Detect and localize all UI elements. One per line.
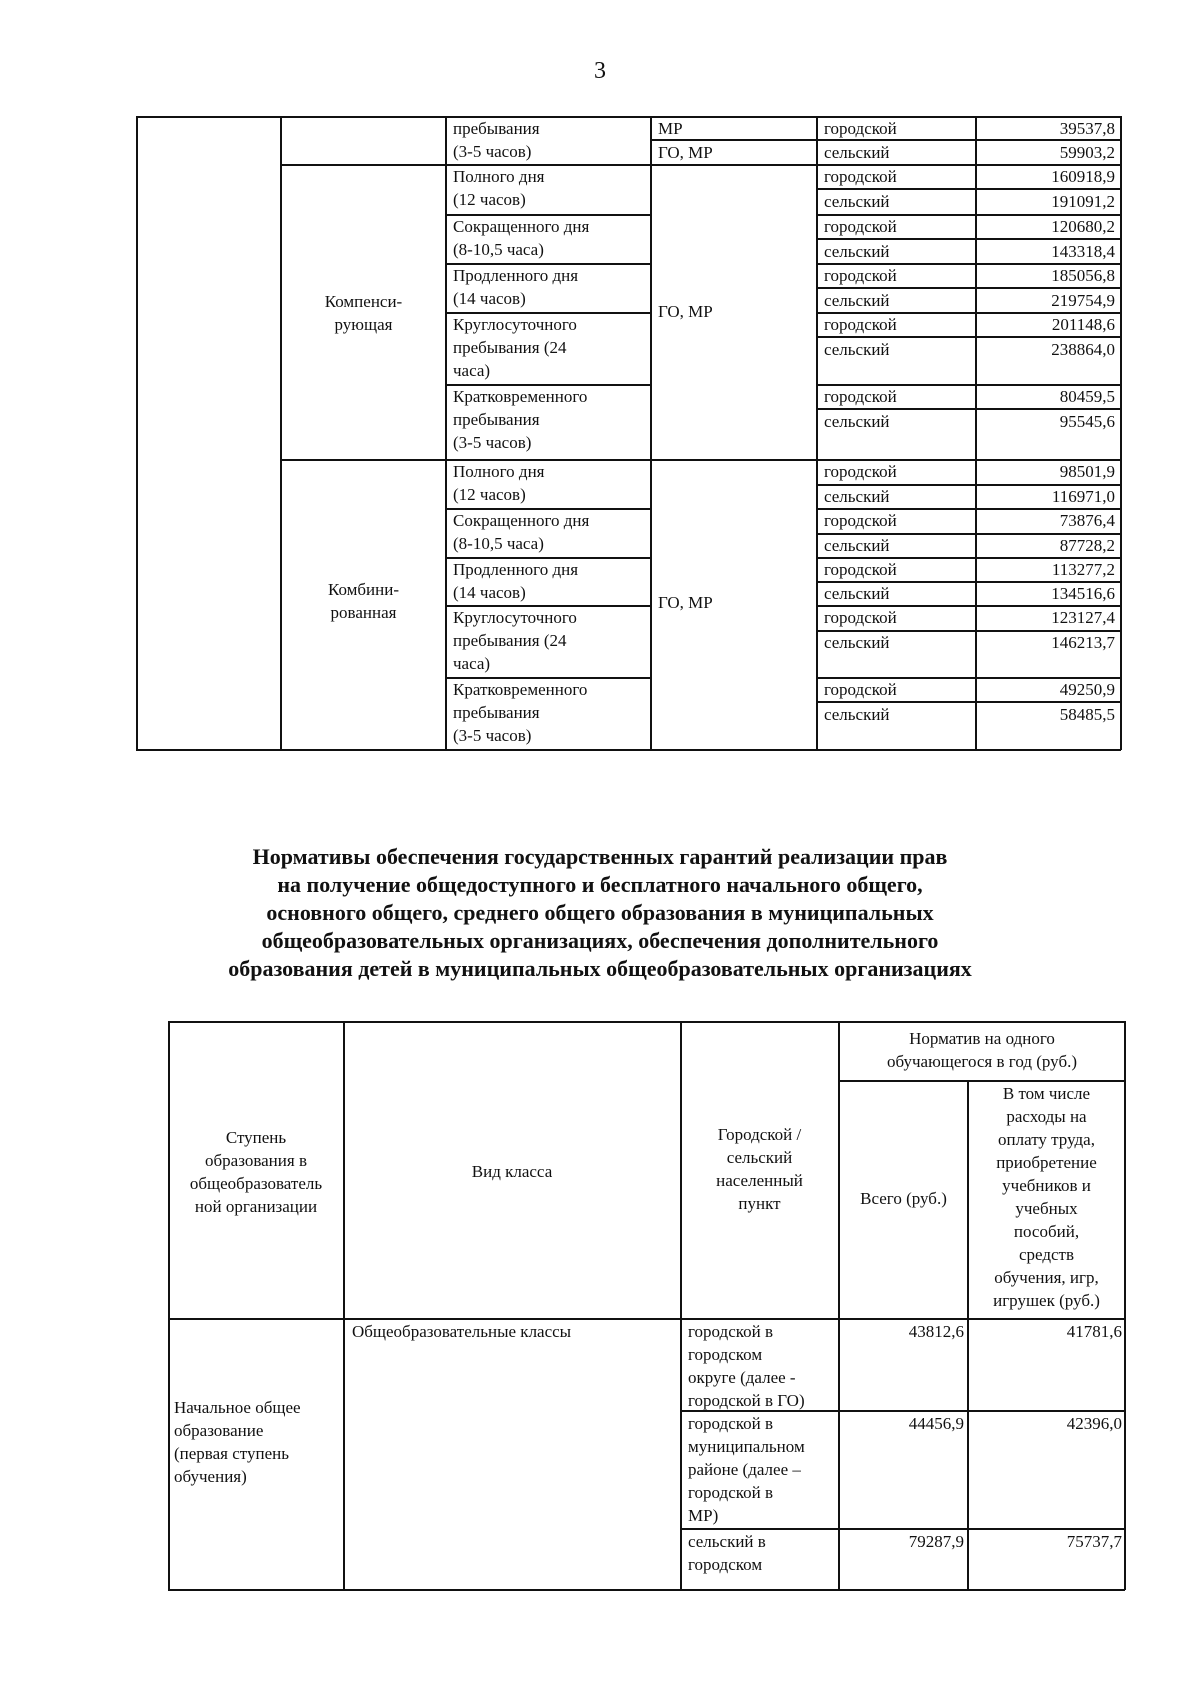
t2-header-line: общеобразователь	[189, 1174, 323, 1193]
t1-area: городской	[824, 462, 897, 481]
t1-value: 59903,2	[1059, 143, 1115, 162]
t1-area: городской	[824, 167, 897, 186]
t1-mode-line: Полного дня	[453, 167, 545, 186]
t1-mode-line: (12 часов)	[453, 190, 526, 209]
t2-level-line: (первая ступень	[174, 1444, 289, 1463]
t2-settlement-line: городской в ГО)	[688, 1391, 805, 1410]
t2-header-line: В том числе	[1002, 1084, 1091, 1103]
t2-header-line: пункт	[738, 1194, 781, 1213]
t1-value: 146213,7	[1051, 633, 1115, 652]
t1-area: сельский	[824, 291, 890, 310]
t2-header-level	[170, 1126, 342, 1218]
t1-value: 80459,5	[1059, 387, 1115, 406]
t1-value: 238864,0	[1051, 340, 1115, 359]
t2-settlement-line: муниципальном	[688, 1437, 805, 1456]
section-title-line: на получение общедоступного и бесплатного начального общего,	[277, 872, 923, 897]
t2-settlement	[688, 1412, 838, 1527]
t2-border	[168, 1021, 1125, 1023]
t2-total: 44456,9	[908, 1414, 964, 1433]
t2-header-line: средств	[1018, 1245, 1075, 1264]
t1-area: сельский	[824, 633, 890, 652]
t1-value: 87728,2	[1059, 536, 1115, 555]
t1-mode-line: (3-5 часов)	[453, 433, 532, 452]
t1-value: 160918,9	[1051, 167, 1115, 186]
t2-header-line: приобретение	[996, 1153, 1097, 1172]
t2-settlement-line: районе (далее –	[688, 1460, 801, 1479]
t1-area: сельский	[824, 705, 890, 724]
t2-settlement-line: округе (далее -	[688, 1368, 796, 1387]
t1-mode-line: пребывания	[453, 703, 540, 722]
t2-header-class-type: Вид класса	[471, 1162, 553, 1181]
t2-settlement	[688, 1320, 838, 1412]
t1-mode-line: Продленного дня	[453, 560, 579, 579]
t1-territory: ГО, МР	[658, 143, 713, 162]
t2-header-line: образования в	[205, 1151, 307, 1170]
t2-header-line: обучения, игр,	[994, 1268, 1099, 1287]
t1-area: городской	[824, 680, 897, 699]
t2-header-line: пособий,	[1013, 1222, 1080, 1241]
t1-value: 123127,4	[1051, 608, 1115, 627]
t1-value: 95545,6	[1059, 412, 1115, 431]
t2-including: 42396,0	[1066, 1414, 1122, 1433]
t2-level-line: Начальное общее	[174, 1398, 301, 1417]
t1-mode-line: (12 часов)	[453, 485, 526, 504]
t1-mode-line: пребывания (24	[453, 631, 567, 650]
section-title-line: общеобразовательных организациях, обеспечения дополнительного	[261, 928, 939, 953]
t2-settlement-line: городской в	[688, 1483, 774, 1502]
t2-total: 43812,6	[908, 1322, 964, 1341]
t2-level-line: образование	[174, 1421, 264, 1440]
t1-value: 201148,6	[1051, 315, 1115, 334]
t1-area: городской	[824, 608, 897, 627]
t1-mode-line: Круглосуточного	[453, 315, 577, 334]
t2-header-line: учебников и	[1002, 1176, 1091, 1195]
t1-mode-line: (14 часов)	[453, 289, 526, 308]
t1-area: сельский	[824, 536, 890, 555]
t2-border	[680, 1021, 682, 1590]
t2-settlement-line: городской в	[688, 1414, 774, 1433]
t1-value: 185056,8	[1051, 266, 1115, 285]
t1-group-label-line: рующая	[334, 315, 393, 334]
t2-border	[1124, 1021, 1126, 1590]
section-title-line: основного общего, среднего общего образования в муниципальных	[266, 900, 934, 925]
t2-level-line: обучения)	[174, 1467, 247, 1486]
t1-mode-line: (3-5 часов)	[453, 726, 532, 745]
t1-value: 219754,9	[1051, 291, 1115, 310]
t1-group-label-line: рованная	[330, 603, 397, 622]
t2-header-line: Норматив на одного	[909, 1029, 1055, 1048]
t1-mode-line: Продленного дня	[453, 266, 579, 285]
t2-header-settlement	[682, 1123, 837, 1215]
t1-mode-line: Круглосуточного	[453, 608, 577, 627]
t2-border	[838, 1021, 840, 1590]
t2-header-line: Ступень	[225, 1128, 287, 1147]
t1-mode-line: (3-5 часов)	[453, 142, 532, 161]
t1-mode-line: Кратковременного	[453, 387, 588, 406]
t2-level-value	[174, 1396, 342, 1488]
t1-area: городской	[824, 315, 897, 334]
t1-mode-line: часа)	[453, 361, 491, 380]
t1-value: 73876,4	[1059, 511, 1115, 530]
t2-header-including	[969, 1082, 1124, 1312]
t1-mode-line: пребывания (24	[453, 338, 567, 357]
t1-territory: ГО, МР	[658, 593, 713, 612]
t2-border	[168, 1021, 170, 1590]
page-number: 3	[594, 58, 606, 84]
t2-header-line: Городской /	[717, 1125, 802, 1144]
t2-header-line: расходы на	[1006, 1107, 1087, 1126]
section-title-line: Нормативы обеспечения государственных гарантий реализации прав	[252, 844, 948, 869]
t2-settlement-line: сельский в	[688, 1532, 766, 1551]
t2-header-line: обучающегося в год (руб.)	[886, 1052, 1078, 1071]
t1-area: сельский	[824, 487, 890, 506]
t1-value: 49250,9	[1059, 680, 1115, 699]
t1-area: сельский	[824, 242, 890, 261]
t2-header-line: сельский	[726, 1148, 793, 1167]
t1-mode-line: (8-10,5 часа)	[453, 240, 544, 259]
t1-area: сельский	[824, 340, 890, 359]
t1-area: городской	[824, 119, 897, 138]
t1-value: 39537,8	[1059, 119, 1115, 138]
t2-settlement-line: городском	[688, 1555, 763, 1574]
t1-mode-line: (8-10,5 часа)	[453, 534, 544, 553]
t1-area: сельский	[824, 584, 890, 603]
t2-settlement-line: городском	[688, 1345, 763, 1364]
t1-mode-line: часа)	[453, 654, 491, 673]
t2-header-line: населенный	[716, 1171, 803, 1190]
t1-mode-line: Сокращенного дня	[453, 511, 590, 530]
t1-value: 58485,5	[1059, 705, 1115, 724]
t2-border	[343, 1021, 345, 1590]
t2-settlement-line: городской в	[688, 1322, 774, 1341]
t1-value: 98501,9	[1059, 462, 1115, 481]
t2-header-line: игрушек (руб.)	[993, 1291, 1100, 1310]
t1-value: 120680,2	[1051, 217, 1115, 236]
t2-border	[168, 1589, 1125, 1591]
t2-total: 79287,9	[908, 1532, 964, 1551]
t1-territory: ГО, МР	[658, 302, 713, 321]
t1-value: 116971,0	[1051, 487, 1115, 506]
t1-territory: МР	[658, 119, 683, 138]
t2-including: 41781,6	[1066, 1322, 1122, 1341]
t2-header-norm	[840, 1027, 1124, 1073]
t1-mode-line: Полного дня	[453, 462, 545, 481]
t1-mode-line: Кратковременного	[453, 680, 588, 699]
t1-area: городской	[824, 387, 897, 406]
t1-value: 113277,2	[1051, 560, 1115, 579]
t1-area: городской	[824, 217, 897, 236]
t1-mode-line: пребывания	[453, 119, 540, 138]
t2-settlement-line: МР)	[688, 1506, 719, 1525]
t1-mode-line: (14 часов)	[453, 583, 526, 602]
t1-value: 143318,4	[1051, 242, 1115, 261]
t1-mode-line: пребывания	[453, 410, 540, 429]
t2-header-line: ной организации	[194, 1197, 318, 1216]
section-title-line: образования детей в муниципальных общеобразовательных организациях	[228, 956, 972, 981]
t2-header-total: Всего (руб.)	[860, 1189, 947, 1208]
t2-header-line: учебных	[1015, 1199, 1078, 1218]
t1-area: сельский	[824, 192, 890, 211]
t1-value: 134516,6	[1051, 584, 1115, 603]
t1-area: сельский	[824, 143, 890, 162]
t1-area: городской	[824, 266, 897, 285]
t2-settlement	[688, 1530, 838, 1576]
t1-group-label-line: Компенси-	[324, 292, 403, 311]
t1-group-label-line: Комбини-	[327, 580, 400, 599]
t2-including: 75737,7	[1066, 1532, 1122, 1551]
t2-class-value: Общеобразовательные классы	[352, 1322, 572, 1341]
t1-area: городской	[824, 511, 897, 530]
t1-value: 191091,2	[1051, 192, 1115, 211]
t1-mode-line: Сокращенного дня	[453, 217, 590, 236]
t1-area: сельский	[824, 412, 890, 431]
t1-area: городской	[824, 560, 897, 579]
t2-header-line: оплату труда,	[998, 1130, 1095, 1149]
